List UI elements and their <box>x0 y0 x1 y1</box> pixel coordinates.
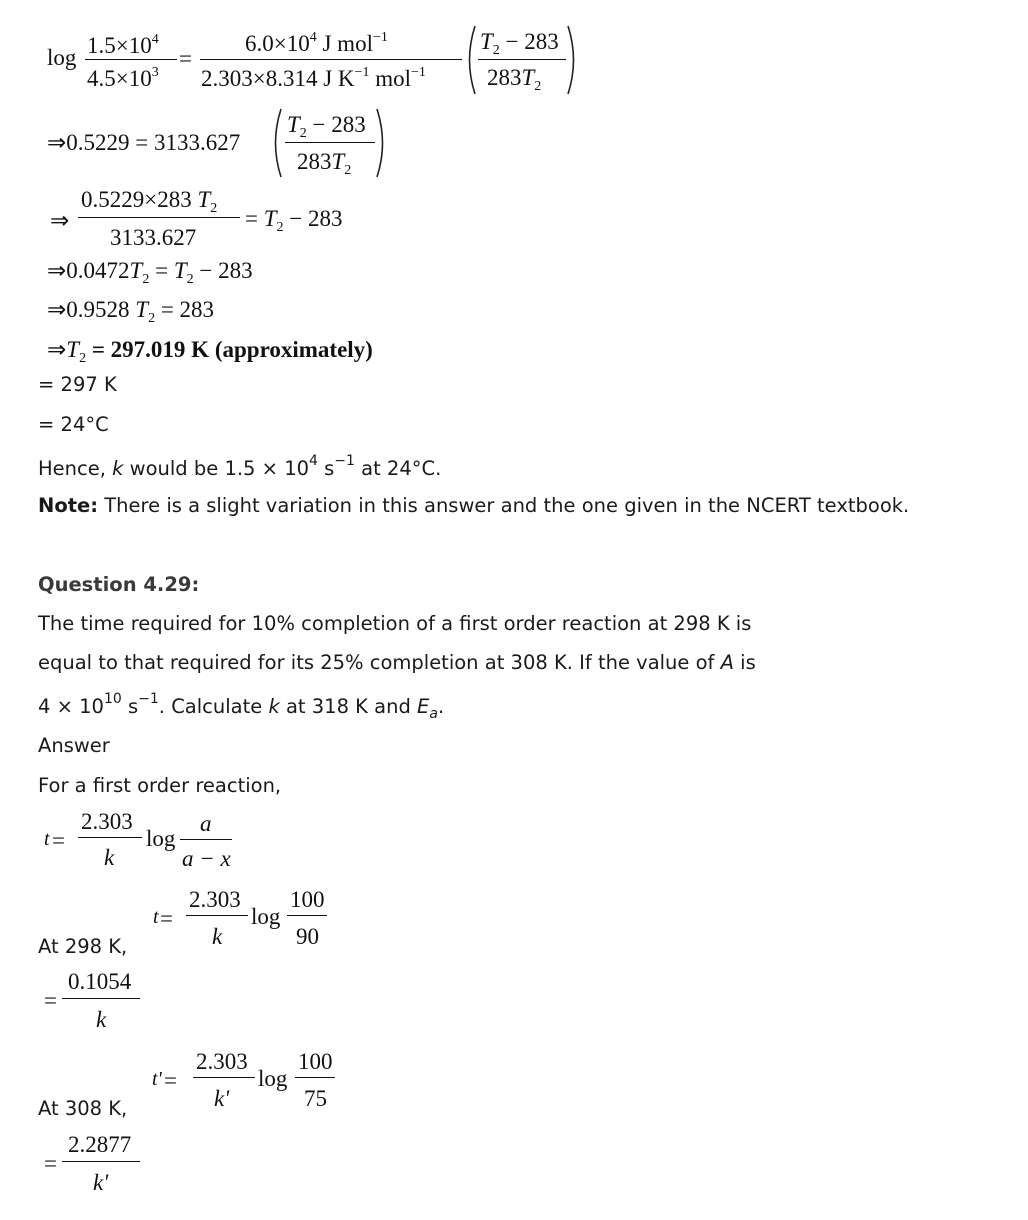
fraction-denominator: k' <box>214 1086 230 1111</box>
equation-step-4: $\Rightarrow 0.0472T_2 = T_2 - 283$ <box>47 258 253 287</box>
fraction-numerator: a <box>200 811 212 836</box>
equals-sign: = <box>44 1151 57 1176</box>
fraction-bar <box>295 1077 335 1078</box>
equals-sign: = <box>44 988 57 1013</box>
question-line-3: $4 \times 10^{10}$ $s^{-1}$. Calculate k at 318 K and $E_a$. <box>38 691 445 722</box>
fraction-numerator: 2.303 <box>196 1049 248 1074</box>
question-heading: Question 4.29: <box>38 573 200 596</box>
equation-rhs: = $T_2 - 283$ <box>245 206 343 235</box>
left-parenthesis <box>462 24 478 96</box>
fraction-bar <box>78 837 142 838</box>
implies-arrow: ⇒ <box>50 208 70 233</box>
fraction-denominator: $4.5\times 10^3$ <box>87 65 159 91</box>
fraction-numerator: $6.0\times 10^4$ J mol$^{-1}$ <box>245 30 388 56</box>
equals-sign: = <box>160 906 173 931</box>
fraction-numerator: $T_2 - 283$ <box>287 112 366 141</box>
result-kelvin: = 297 K <box>38 373 117 396</box>
fraction-denominator: $283T_2$ <box>487 65 542 94</box>
fraction-numerator: 2.303 <box>81 809 133 834</box>
fraction-bar <box>180 839 232 840</box>
fraction-denominator: 2.303×8.314 J $K^{-1}$ mol$^{-1}$ <box>201 65 426 91</box>
time-variable: t <box>44 828 50 850</box>
equation-step-6: $\Rightarrow T_2 = 297.019$ K (approximately) <box>47 337 373 366</box>
time-variable: t <box>153 906 159 928</box>
left-parenthesis <box>268 107 284 179</box>
log-symbol: log <box>47 45 77 70</box>
fraction-numerator: 100 <box>290 887 325 912</box>
fraction-numerator: 2.303 <box>189 887 241 912</box>
fraction-denominator: $283T_2$ <box>297 149 352 178</box>
equals-sign: = <box>164 1068 177 1093</box>
fraction-numerator: 100 <box>298 1049 333 1074</box>
conclusion-text: Hence, k would be $1.5 \times 10^4$ $s^{-1}$ at 24°C. <box>38 453 442 480</box>
fraction-numerator: $1.5\times 10^4$ <box>87 32 159 58</box>
fraction-bar <box>200 59 462 60</box>
fraction-numerator: 2.2877 <box>68 1132 132 1157</box>
right-parenthesis <box>374 107 390 179</box>
equals-sign: = <box>52 828 65 853</box>
fraction-numerator: $T_2 - 283$ <box>480 29 559 58</box>
fraction-bar <box>193 1077 255 1078</box>
label-308k: At 308 K, <box>38 1097 128 1120</box>
log-symbol: log <box>258 1066 288 1091</box>
label-298k: At 298 K, <box>38 935 128 958</box>
time-variable: t' <box>152 1068 162 1090</box>
fraction-bar <box>478 59 566 60</box>
fraction-denominator: k' <box>93 1170 109 1195</box>
fraction-bar <box>62 998 140 999</box>
fraction-denominator: a − x <box>182 846 231 871</box>
fraction-denominator: k <box>104 845 115 870</box>
fraction-bar <box>85 59 177 60</box>
fraction-bar <box>285 142 375 143</box>
log-symbol: log <box>146 826 176 851</box>
equation-lhs: ⇒0.5229 = 3133.627 <box>47 130 241 155</box>
fraction-bar <box>287 915 327 916</box>
result-celsius: = 24°C <box>38 413 109 436</box>
first-order-intro: For a first order reaction, <box>38 774 282 797</box>
equation-step-5: ⇒0.9528 $T_2 = 283$ <box>47 297 215 326</box>
fraction-denominator: 75 <box>304 1086 327 1111</box>
note-text: Note: There is a slight variation in this answer and the one given in the NCERT textbook. <box>38 494 910 517</box>
question-line-2: equal to that required for its 25% completion at 308 K. If the value of A is <box>38 651 756 674</box>
fraction-bar <box>62 1161 140 1162</box>
fraction-numerator: 0.5229×283 $T_2$ <box>81 187 218 216</box>
question-line-1: The time required for 10% completion of a first order reaction at 298 K is <box>38 612 752 635</box>
answer-label: Answer <box>38 734 110 757</box>
fraction-denominator: k <box>212 924 223 949</box>
fraction-denominator: 3133.627 <box>110 225 197 250</box>
fraction-bar <box>78 217 240 218</box>
right-parenthesis <box>565 24 581 96</box>
log-symbol: log <box>251 904 281 929</box>
fraction-denominator: k <box>96 1007 107 1032</box>
fraction-numerator: 0.1054 <box>68 969 132 994</box>
equals-sign: = <box>179 46 192 71</box>
fraction-bar <box>186 915 248 916</box>
fraction-denominator: 90 <box>296 924 319 949</box>
